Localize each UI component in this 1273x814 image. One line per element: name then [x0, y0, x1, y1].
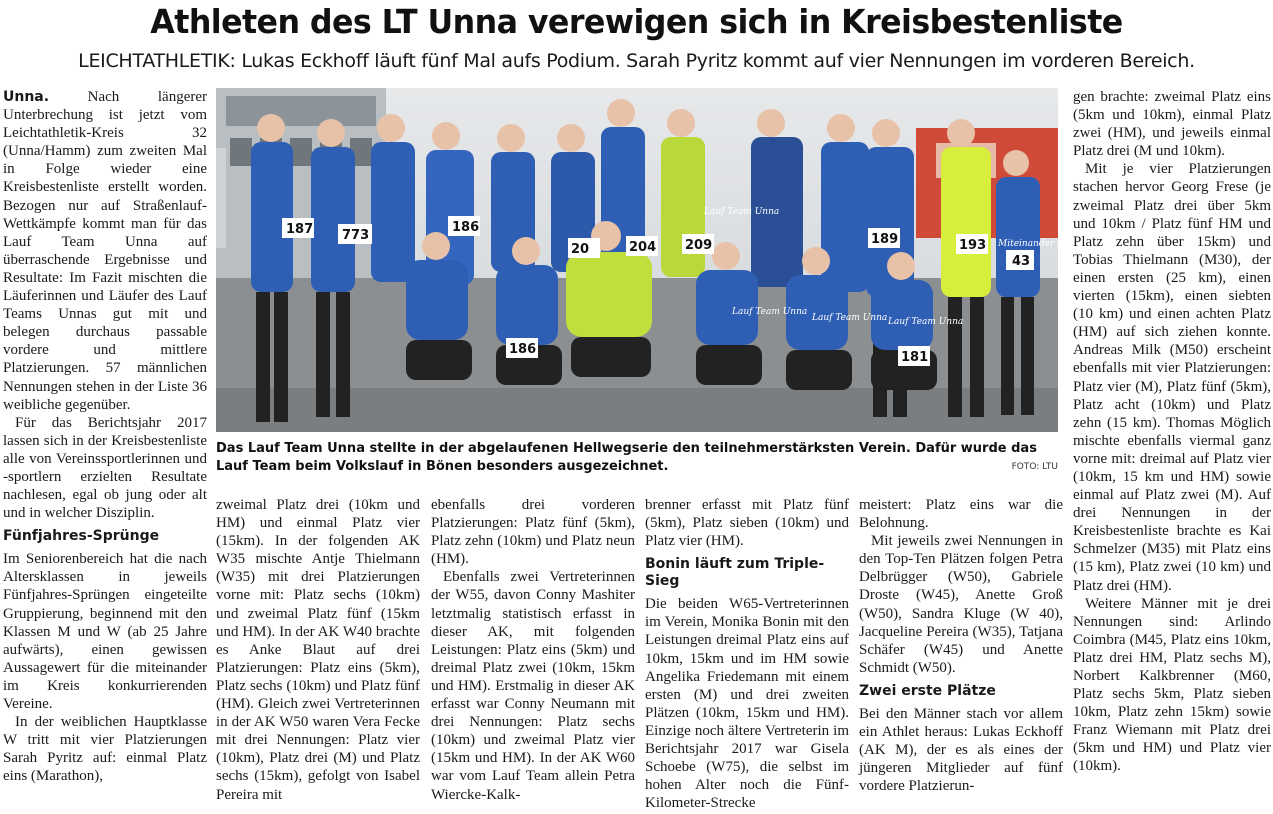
bib-number: 187 [286, 222, 314, 237]
paragraph: meistert: Platz eins war die Belohnung. [859, 497, 1063, 532]
bib-number: 181 [901, 350, 929, 365]
paragraph: ebenfalls drei vorderen Platzierungen: Platz fünf (5km), Platz zehn (10km) und Platz neun (HM). [431, 497, 635, 568]
paragraph: In der weiblichen Hauptklasse W tritt mit vier Platzierungen Sarah Pyritz auf: einmal Platz eins (Marathon), [3, 714, 207, 785]
headline: Athleten des LT Unna verewigen sich in Kreisbestenliste [150, 2, 1123, 41]
photo-caption: Das Lauf Team Unna stellte in der abgelaufenen Hellwegserie den teilnehmerstärksten Verein. Dafür wurde das Lauf Team beim Volkslauf in Bönen besonders ausgezeichnet. [216, 441, 1037, 474]
bib-number: 186 [452, 220, 480, 235]
paragraph [3, 88, 207, 414]
bib-number: 193 [959, 238, 987, 253]
column-1 [3, 88, 207, 812]
shirt-text: Miteinander Stark [998, 239, 1083, 249]
paragraph: Weitere Männer mit je drei Nennungen sind: Arlindo Coimbra (M45, Platz eins 10km, Platz drei HM, Platz sechs M), Norbert Kalkbrenner (M60, Platz sechs 5km, Platz sieben 10km, Platz zehn 15km) sowie Franz Wiemann mit Platz drei (5km und HM) und Platz vier (10km). [1073, 595, 1271, 775]
column-4 [645, 496, 849, 814]
column-6 [1073, 88, 1271, 812]
subheading: Zwei erste Plätze [859, 682, 996, 699]
paragraph: Die beiden W65-Vertreterinnen im Verein, Monika Bonin mit den Leistungen dreimal Platz eins auf 10km, 15km und im HM sowie Angelika Friedemann mit einem ersten (M) und drei zweiten Plätzen (10km, 15km und HM). Einzige noch ältere Vertreterin im Berichtsjahr 2017 war Gisela Schoebe (W75), die selbst im hohen Alter noch die Fünf-Kilometer-Strecke [645, 596, 849, 812]
subheading: Bonin läuft zum Triple-Sieg [645, 556, 825, 590]
bib-number: 43 [1012, 254, 1031, 269]
bib-number: 209 [685, 238, 713, 253]
dateline: Unna. [3, 89, 50, 105]
paragraph: Im Seniorenbereich hat die nach Altersklassen in jeweils Fünfjahres-Sprüngen eingeteilte Gruppierung, beginnend mit den Klassen M und W (ab 25 Jahre aufwärts), einen gewissen Aussagewert für die miteinander im Kreis konkurrierenden Vereine. [3, 551, 207, 712]
subheadline: LEICHTATHLETIK: Lukas Eckhoff läuft fünf Mal aufs Podium. Sarah Pyritz kommt auf vier Nennungen im vorderen Bereich. [78, 50, 1195, 72]
subheading: Fünfjahres-Sprünge [3, 528, 160, 545]
bib-number: 189 [871, 232, 899, 247]
bib-number: 20 [571, 242, 590, 257]
bib-number: 186 [509, 342, 537, 357]
paragraph: Bei den Männer stach vor allem ein Athlet heraus: Lukas Eckhoff (AK M), der es als eines der jüngeren Mitglieder auf fünf vordere Platzierun- [859, 705, 1063, 795]
column-3 [431, 496, 635, 814]
column-5 [859, 496, 1063, 814]
shirt-text: Lauf Team Unna [704, 207, 780, 217]
paragraph: Ebenfalls zwei Vertreterinnen der W55, davon Conny Mashiter letztmalig statistisch erfasst in dieser AK, mit folgenden Leistungen: Platz eins (5km) und dreimal Platz zwei (10km, 15km und HM). Erstmalig in dieser AK erfasst war Conny Neumann mit drei Nennungen: Platz sechs (10km) und zweimal Platz vier (15km und HM). In der AK W60 war vom Lauf Team allein Petra Wiercke-Kalk- [431, 569, 635, 803]
shirt-text: Lauf Team Unna [732, 307, 808, 317]
team-photo [216, 88, 1083, 432]
paragraph: gen brachte: zweimal Platz eins (5km und 10km), einmal Platz zwei (HM), und jeweils einmal Platz drei (M und 10km). [1073, 89, 1271, 160]
shirt-text: Lauf Team Unna [812, 313, 888, 323]
team-photo-illustration [216, 88, 1083, 432]
paragraph: brenner erfasst mit Platz fünf (5km), Platz sieben (10km) und Platz vier (HM). [645, 497, 849, 550]
shirt-text: Lauf Team Unna [888, 317, 964, 327]
paragraph: Für das Berichtsjahr 2017 lassen sich in der Kreisbestenliste alle von Vereinssportlerinnen und -sportlern erzielten Resultate nachlesen, egal ob jung oder alt und in welcher Disziplin. [3, 414, 207, 522]
bib-number: 773 [342, 228, 370, 243]
photo-credit: FOTO: LTU [1011, 462, 1058, 472]
paragraph: Mit jeweils zwei Nennungen in den Top-Ten Plätzen folgen Petra Delbrügger (W50), Gabriele Droste (W45), Anette Groß (W50), Sandra Kluge (W 40), Jacqueline Pereira (W35), Tatjana Schäfer (W45) und Anette Schmidt (W50). [859, 533, 1063, 676]
column-2 [216, 496, 420, 814]
paragraph: zweimal Platz drei (10km und HM) und einmal Platz vier (15km). In der folgenden AK W35 mischte Antje Thielmann (W35) mit drei Platzierungen vorne mit: Platz sechs (10km) und zweimal Platz fünf (15km und HM). In der AK W40 brachte es Anke Blaut auf drei Platzierungen: Platz eins (5km), Platz sechs (10km) und Platz fünf (HM). Gleich zwei Vertreterinnen in der AK W50 waren Vera Fecke mit drei Nennungen: Platz vier (10km), Platz drei (M) und Platz sechs (15km), gefolgt von Isabel Pereira mit [216, 497, 420, 803]
bib-number: 204 [629, 240, 657, 255]
paragraph: Mit je vier Platzierungen stachen hervor Georg Frese (je zweimal Platz drei über 5km und 10km / Platz fünf HM und Platz zehn über 15km) und Tobias Thielmann (M30), der einen ersten (25 km), einen vierten (15km), einen siebten (10 km) und einen achten Platz (HM) auf sich ziehen konnte. Andreas Milk (M50) erscheint ebenfalls mit vier Platzierungen: Platz vier (M), Platz fünf (5km), Platz acht (10km) und Platz zehn (15 km). Thomas Möglich mischte ebenfalls viermal ganz vorne mit: dreimal auf Platz vier (10km, 15 km und HM) sowie einmal auf Platz zwei (M). Auf drei Nennungen in der Kreisbestenliste brachte es Kai Schmelzer (M35) mit Platz eins (15 km), Platz zwei (10 km) und Platz drei (HM). [1073, 161, 1271, 594]
paragraph-text: Nach längerer Unterbrechung ist jetzt vom Leichtathletik-Kreis 32 (Unna/Hamm) zum zweiten Mal in Folge wieder eine Kreisbestenliste erstellt worden. Bezogen nur auf Straßenlauf-Wettkämpfe kommt man für das Lauf Team Unna auf überraschende Ergebnisse und Resultate: Im Fazit mischten die Läuferinnen und Läufer des Lauf Teams Unnas gut mit und belegen durchaus passable vordere und mittlere Platzierungen. 57 männlichen Nennungen stehen in der Liste 36 weibliche gegenüber. [3, 89, 208, 413]
